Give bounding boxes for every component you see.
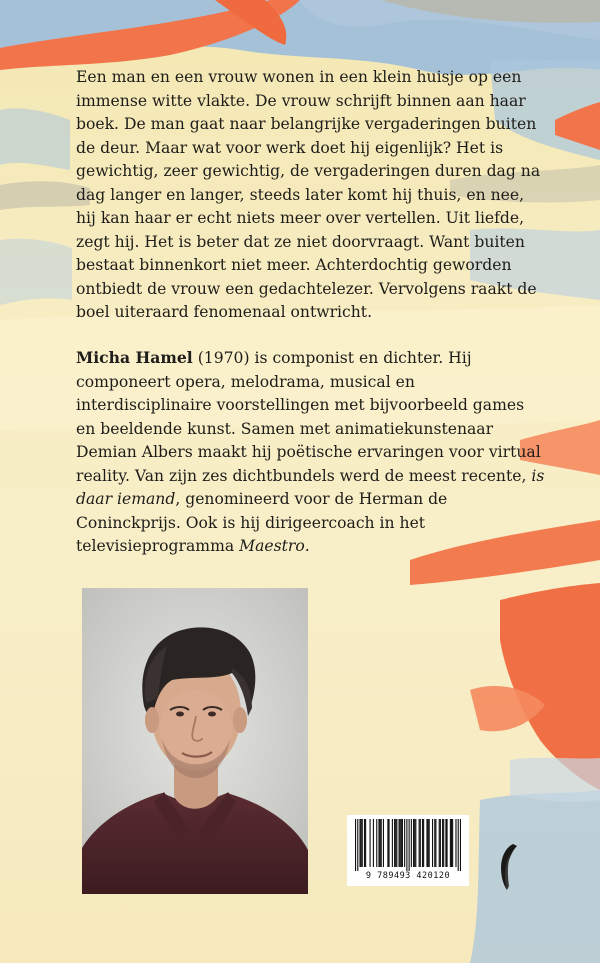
barcode-bar <box>460 819 461 871</box>
barcode-bar <box>429 819 430 867</box>
barcode-bar <box>399 819 400 867</box>
barcode-bar <box>458 819 459 871</box>
barcode-bar <box>376 819 377 867</box>
barcode-bar <box>359 819 360 867</box>
barcode-bar <box>440 819 441 867</box>
barcode-bar <box>406 819 407 871</box>
blurb-paragraph: Een man en een vrouw wonen in een klein huisje op een immense witte vlakte. De vrouw schrijft binnen aan haar boek. De man gaat naar belangrijke vergaderingen buiten de deur. Maar wat voor werk doet hij eigenlijk? Het is gewichtig, zeer gewichtig, de vergaderingen duren dag na dag langer en langer, steeds later komt hij thuis, en nee, hij kan haar er echt niets meer over vertellen. Uit liefde, zegt hij. Het is beter dat ze niet doorvraagt. Want buiten bestaat binnenkort niet meer. Achterdochtig geworden ontbiedt de vrouw een gedachtelezer. Vervolgens raakt de boel uiteraard fenomenaal ontwricht. <box>76 68 541 321</box>
barcode-bar <box>355 819 356 871</box>
barcode-bar <box>373 819 374 867</box>
barcode-bar <box>394 819 395 867</box>
barcode-bar <box>388 819 389 867</box>
isbn-number: 9 789493 420120 <box>365 871 451 881</box>
barcode-bar <box>428 819 429 867</box>
author-bio <box>76 346 546 559</box>
barcode-bar <box>387 819 388 867</box>
barcode-bar <box>409 819 410 871</box>
barcode-bar <box>450 819 451 867</box>
barcode-bar <box>395 819 396 867</box>
barcode-bar <box>455 819 456 867</box>
barcode-bar <box>380 819 381 867</box>
barcode-bar <box>419 819 420 867</box>
barcode-bars <box>347 815 469 871</box>
barcode-bar <box>381 819 382 867</box>
barcode-bar <box>392 819 393 867</box>
barcode-bar <box>400 819 401 867</box>
barcode-bar <box>361 819 362 867</box>
barcode-bar <box>411 819 412 867</box>
barcode-bar <box>426 819 427 867</box>
tv-show-title: Maestro <box>239 537 305 555</box>
barcode-bar <box>370 819 371 867</box>
barcode-bar <box>423 819 424 867</box>
barcode-bar <box>439 819 440 867</box>
barcode-bar <box>442 819 443 867</box>
barcode-bar <box>415 819 416 867</box>
barcode-bar <box>422 819 423 867</box>
barcode-bar <box>362 819 363 867</box>
bio-text-part2: , genomineerd voor de Herman de Coninckprijs. Ook is hij dirigeercoach in het televisieprogramma <box>76 490 448 555</box>
publisher-logo-icon <box>495 842 523 892</box>
isbn-barcode <box>347 815 469 886</box>
barcode-bar <box>434 819 435 867</box>
author-name: Micha Hamel <box>76 348 193 367</box>
barcode-bar <box>445 819 446 867</box>
bio-text-part1: (1970) is componist en dichter. Hij componeert opera, melodrama, musical en interdisciplinaire voorstellingen met bijvoorbeeld games en beeldende kunst. Samen met animatiekunstenaar Demian Albers maakt hij poëtische ervaringen voor virtual reality. Van zijn zes dichtbundels werd de meest recente, <box>76 349 541 485</box>
barcode-bar <box>432 819 433 867</box>
bio-text-end: . <box>304 537 310 555</box>
barcode-bar <box>378 819 379 867</box>
barcode-bar <box>402 819 403 867</box>
barcode-bar <box>452 819 453 867</box>
barcode-bar <box>414 819 415 867</box>
barcode-bar <box>413 819 414 867</box>
barcode-bar <box>396 819 397 867</box>
blurb-text <box>76 66 546 325</box>
barcode-bar <box>404 819 405 867</box>
barcode-bar <box>365 819 366 867</box>
barcode-bar <box>420 819 421 867</box>
barcode-bar <box>357 819 358 871</box>
barcode-bar <box>401 819 402 867</box>
barcode-bar <box>443 819 444 867</box>
barcode-bar <box>364 819 365 867</box>
author-photo <box>82 588 308 894</box>
barcode-bar <box>446 819 447 867</box>
barcode-bar <box>451 819 452 867</box>
portrait-photo <box>82 588 308 894</box>
bio-paragraph <box>76 346 546 559</box>
barcode-bar <box>383 819 384 867</box>
barcode-bar <box>435 819 436 867</box>
book-title: is daar iemand <box>76 466 545 508</box>
